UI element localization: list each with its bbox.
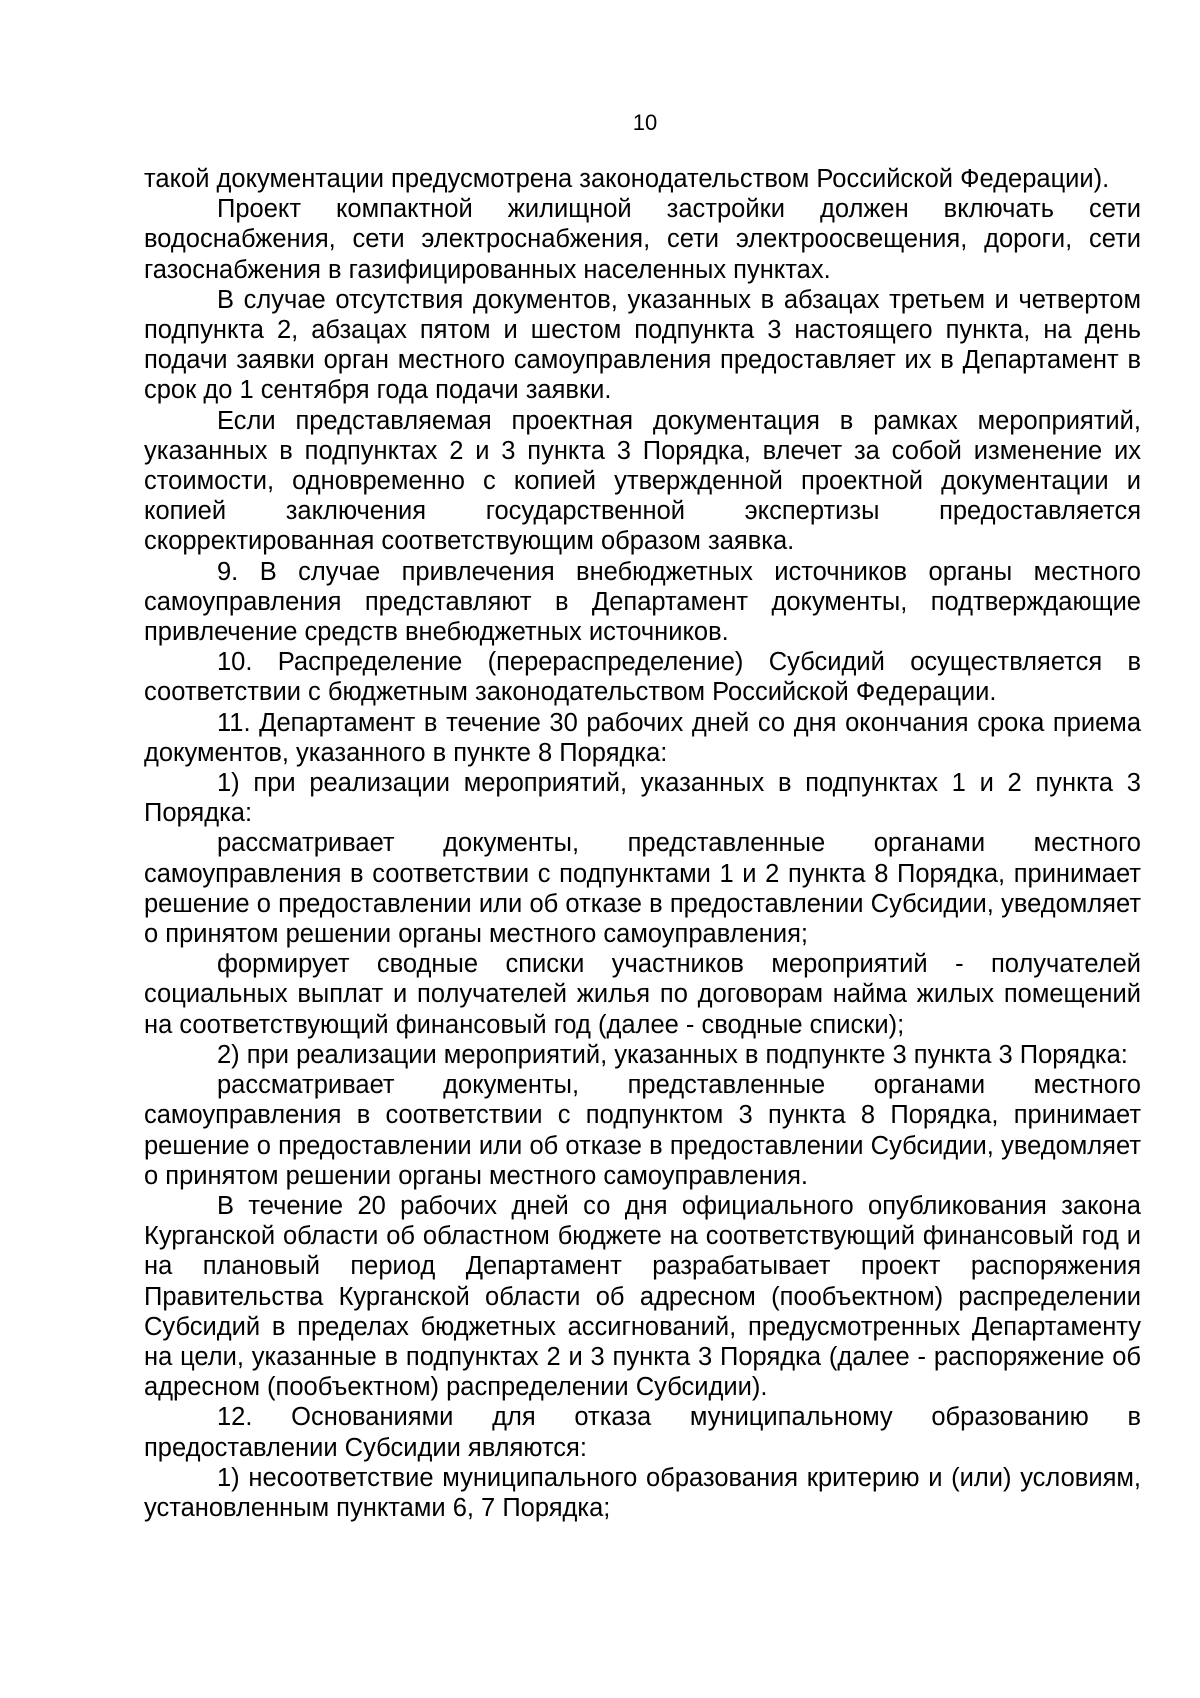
paragraph-4: Если представляемая проектная документация в рамках мероприятий, указанных в подпунктах 2 и 3 пункта 3 Порядка, влечет за собой изменение их стоимости, одновременно с копией утвержденной проектной документации и копией заключения государственной экспертизы предоставляется скорректированная соответствующим образом заявка. — [144, 406, 1141, 556]
paragraph-3: В случае отсутствия документов, указанных в абзацах третьем и четвертом подпункта 2, абзацах пятом и шестом подпункта 3 настоящего пункта, на день подачи заявки орган местного самоуправления предоставляет их в Департамент в срок до 1 сентября года подачи заявки. — [144, 285, 1141, 405]
paragraph-11: 2) при реализации мероприятий, указанных в подпункте 3 пункта 3 Порядка: — [217, 1040, 1128, 1069]
paragraph-12: рассматривает документы, представленные органами местного самоуправления в соответствии с подпунктом 3 пункта 8 Порядка, принимает решение о предоставлении или об отказе в предоставлении Субсидии, уведомляет о принятом решении органы местного самоуправления. — [144, 1071, 1141, 1190]
paragraph-15: 1) несоответствие муниципального образования критерию и (или) условиям, установленным пунктами 6, 7 Порядка; — [144, 1463, 1141, 1522]
page-number: 10 — [632, 110, 658, 135]
paragraph-10: формирует сводные списки участников мероприятий - получателей социальных выплат и получателей жилья по договорам найма жилых помещений на соответствующий финансовый год (далее - сводные списки); — [144, 950, 1141, 1039]
paragraph-7: 11. Департамент в течение 30 рабочих дней со дня окончания срока приема документов, указанного в пункте 8 Порядка: — [144, 708, 1141, 767]
paragraph-8: 1) при реализации мероприятий, указанных в подпунктах 1 и 2 пункта 3 Порядка: — [144, 769, 1141, 828]
document-body — [144, 164, 1141, 1523]
paragraph-13: В течение 20 рабочих дней со дня официального опубликования закона Курганской области об областном бюджете на соответствующий финансовый год и на плановый период Департамент разрабатывает проект распоряжения Правительства Курганской области об адресном (пообъектном) распределении Субсидий в пределах бюджетных ассигнований, предусмотренных Департаменту на цели, указанные в подпунктах 2 и 3 пункта 3 Порядка (далее - распоряжение об адресном (пообъектном) распределении Субсидии). — [144, 1191, 1141, 1402]
paragraph-9: рассматривает документы, представленные органами местного самоуправления в соответствии с подпунктами 1 и 2 пункта 8 Порядка, принимает решение о предоставлении или об отказе в предоставлении Субсидии, уведомляет о принятом решении органы местного самоуправления; — [144, 829, 1141, 949]
paragraph-5: 9. В случае привлечения внебюджетных источников органы местного самоуправления представляют в Департамент документы, подтверждающие привлечение средств внебюджетных источников. — [144, 557, 1141, 647]
paragraph-1: такой документации предусмотрена законодательством Российской Федерации). — [144, 165, 1110, 193]
paragraph-14: 12. Основаниями для отказа муниципальному образованию в предоставлении Субсидии являются: — [144, 1403, 1141, 1462]
paragraph-2: Проект компактной жилищной застройки должен включать сети водоснабжения, сети электроснабжения, сети электроосвещения, дороги, сети газоснабжения в газифицированных населенных пунктах. — [144, 195, 1141, 284]
paragraph-6: 10. Распределение (перераспределение) Субсидий осуществляется в соответствии с бюджетным законодательством Российской Федерации. — [144, 648, 1141, 707]
